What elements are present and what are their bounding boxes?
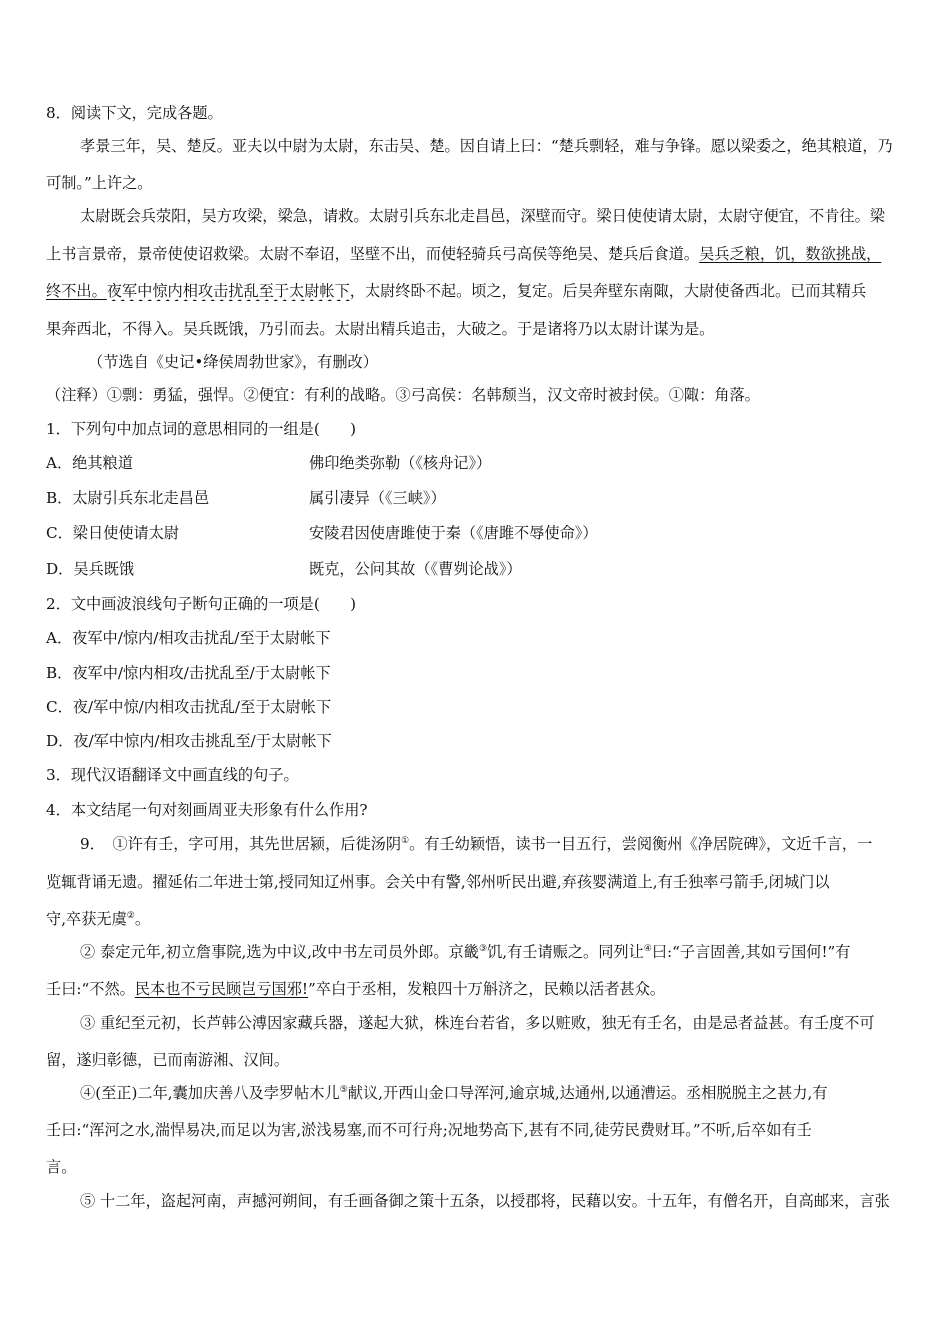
q8-source: （节选自《史记•绛侯周勃世家》，有删改） bbox=[88, 353, 378, 371]
sub1-option-c-left: C．梁日使使请太尉 bbox=[46, 524, 180, 542]
q8-sub3-question: 3．现代汉语翻译文中画直线的句子。 bbox=[46, 766, 299, 784]
text: ④(至正)二年,囊加庆善八及孛罗帖木儿 bbox=[80, 1084, 340, 1102]
sub1-option-d-right: 既克，公问其故（《曹刿论战》） bbox=[309, 560, 522, 578]
q9-p3-line1: ③ 重纪至元初，长芦韩公溥因家藏兵器，遂起大狱，株连台若省，多以赃败，独无有壬名，由是忌者益甚。有壬度不可 bbox=[80, 1014, 875, 1032]
sub1-option-b-left: B．太尉引兵东北走昌邑 bbox=[46, 489, 210, 507]
q8-heading: 8．阅读下文，完成各题。 bbox=[46, 104, 223, 122]
footnote-marker: ⑤ bbox=[339, 1084, 348, 1095]
q9-p1-line2: 览辄背诵无遗。擢延佑二年进士第,授同知辽州事。会关中有警,邻州听民出避,弃孩婴满道上,有壬独率弓箭手,闭城门以 bbox=[46, 873, 830, 891]
sub1-option-a-right: 佛印绝类弥勒（《核舟记》） bbox=[309, 454, 492, 472]
q8-sub1-question: 1．下列句中加点词的意思相同的一组是( ) bbox=[46, 420, 357, 438]
text: 9． ①许有壬，字可用，其先世居颍，后徙汤阴 bbox=[80, 835, 402, 853]
sub2-option-c: C．夜/军中惊/内相攻击扰乱/至于太尉帐下 bbox=[46, 698, 332, 716]
q8-notes: （注释）①剽：勇猛，强悍。②便宜：有利的战略。③弓高侯：名韩颓当，汉文帝时被封侯。①陬：角落。 bbox=[46, 386, 760, 404]
footnote-marker: ② bbox=[126, 910, 135, 921]
sub1-option-d-left: D．吴兵既饿 bbox=[46, 560, 135, 578]
text: 曰:“子言固善,其如亏国何!”有 bbox=[651, 943, 851, 961]
q9-p2-line1 bbox=[80, 942, 908, 962]
sub1-option-a-left: A．绝其粮道 bbox=[46, 454, 133, 472]
sub2-option-b: B．夜军中/惊内相攻/击扰乱至/于太尉帐下 bbox=[46, 664, 331, 682]
text: 守,卒获无虞 bbox=[46, 910, 127, 928]
text: 。 bbox=[134, 910, 151, 928]
text: 壬曰:“不然。 bbox=[46, 980, 135, 998]
underlined-sentence-part1: 吴兵乏粮，饥，数欲挑战， bbox=[699, 245, 882, 263]
q8-sub2-question: 2．文中画波浪线句子断句正确的一项是( ) bbox=[46, 595, 357, 613]
underlined-sentence-part2: 终不出。 bbox=[46, 282, 107, 300]
q9-p5-line1: ⑤ 十二年，盗起河南，声撼河朔间，有壬画备御之策十五条，以授郡将，民藉以安。十五年，有僧名开，自高邮来，言张 bbox=[80, 1192, 890, 1210]
underlined-sentence: 民本也不亏民顾岂亏国邪! bbox=[134, 980, 308, 998]
q9-p4-line2: 壬曰:“浑河之水,湍悍易决,而足以为害,淤浅易塞,而不可行舟;况地势高下,甚有不同,徒劳民费财耳。”不听,后卒如有壬 bbox=[46, 1121, 812, 1139]
q8-passage-p1-line1: 孝景三年，吴、楚反。亚夫以中尉为太尉，东击吴、楚。因自请上曰：“楚兵剽轻，难与争锋。愿以梁委之，绝其粮道，乃 bbox=[80, 137, 893, 155]
q9-p4-line3: 言。 bbox=[46, 1158, 77, 1176]
text: 献议,开西山金口导浑河,逾京城,达通州,以通漕运。丞相脱脱主之甚力,有 bbox=[347, 1084, 828, 1102]
sub1-option-b-right: 属引凄异（《三峡》） bbox=[309, 489, 446, 507]
q8-sub4-question: 4．本文结尾一句对刻画周亚夫形象有什么作用? bbox=[46, 801, 368, 819]
sub2-option-d: D．夜/军中惊内/相攻击挑乱至/于太尉帐下 bbox=[46, 732, 332, 750]
text: ”卒白于丞相，发粮四十万斛济之，民赖以活者甚众。 bbox=[308, 980, 666, 998]
footnote-marker: ④ bbox=[643, 943, 652, 954]
wavy-underlined-sentence: 夜军中惊内相攻击扰乱至于太尉帐下 bbox=[106, 282, 350, 300]
q9-p2-line2 bbox=[46, 979, 908, 999]
q9-p1-line1 bbox=[80, 834, 908, 854]
q9-p3-line2: 留，遂归彰德，已而南游湘、汉间。 bbox=[46, 1051, 289, 1069]
q8-passage-p2-line3 bbox=[46, 281, 908, 301]
plain-text: 上书言景帝，景帝使使诏救梁。太尉不奉诏，坚壁不出，而使轻骑兵弓高侯等绝吴、楚兵后食道。 bbox=[46, 245, 700, 263]
sub1-option-c-right: 安陵君因使唐雎使于秦（《唐雎不辱使命》） bbox=[309, 524, 598, 542]
text: 饥,有壬请赈之。同列让 bbox=[487, 943, 644, 961]
sub2-option-a: A．夜军中/惊内/相攻击扰乱/至于太尉帐下 bbox=[46, 629, 331, 647]
q8-passage-p1-line2: 可制。”上许之。 bbox=[46, 174, 153, 192]
q8-passage-p2-line2 bbox=[46, 244, 908, 264]
q8-passage-p2-line1: 太尉既会兵荥阳，吴方攻梁，梁急，请救。太尉引兵东北走昌邑，深壁而守。梁日使使请太尉，太尉守便宜，不肯往。梁 bbox=[80, 207, 885, 225]
q9-p4-line1 bbox=[80, 1083, 908, 1103]
text: ② 泰定元年,初立詹事院,选为中议,改中书左司员外郎。京畿 bbox=[80, 943, 479, 961]
footnote-marker: ③ bbox=[479, 943, 488, 954]
plain-text: ，太尉终卧不起。顷之，复定。后吴奔壁东南陬，大尉使备西北。已而其精兵 bbox=[349, 282, 867, 300]
q8-passage-p2-line4: 果奔西北，不得入。吴兵既饿，乃引而去。太尉出精兵追击，大破之。于是诸将乃以太尉计谋为是。 bbox=[46, 320, 715, 338]
footnote-marker: ① bbox=[401, 835, 410, 846]
text: 。有壬幼颖悟，读书一目五行，尝阅衡州《净居院碑》，文近千言，一 bbox=[409, 835, 873, 853]
q9-p1-line3 bbox=[46, 909, 908, 929]
